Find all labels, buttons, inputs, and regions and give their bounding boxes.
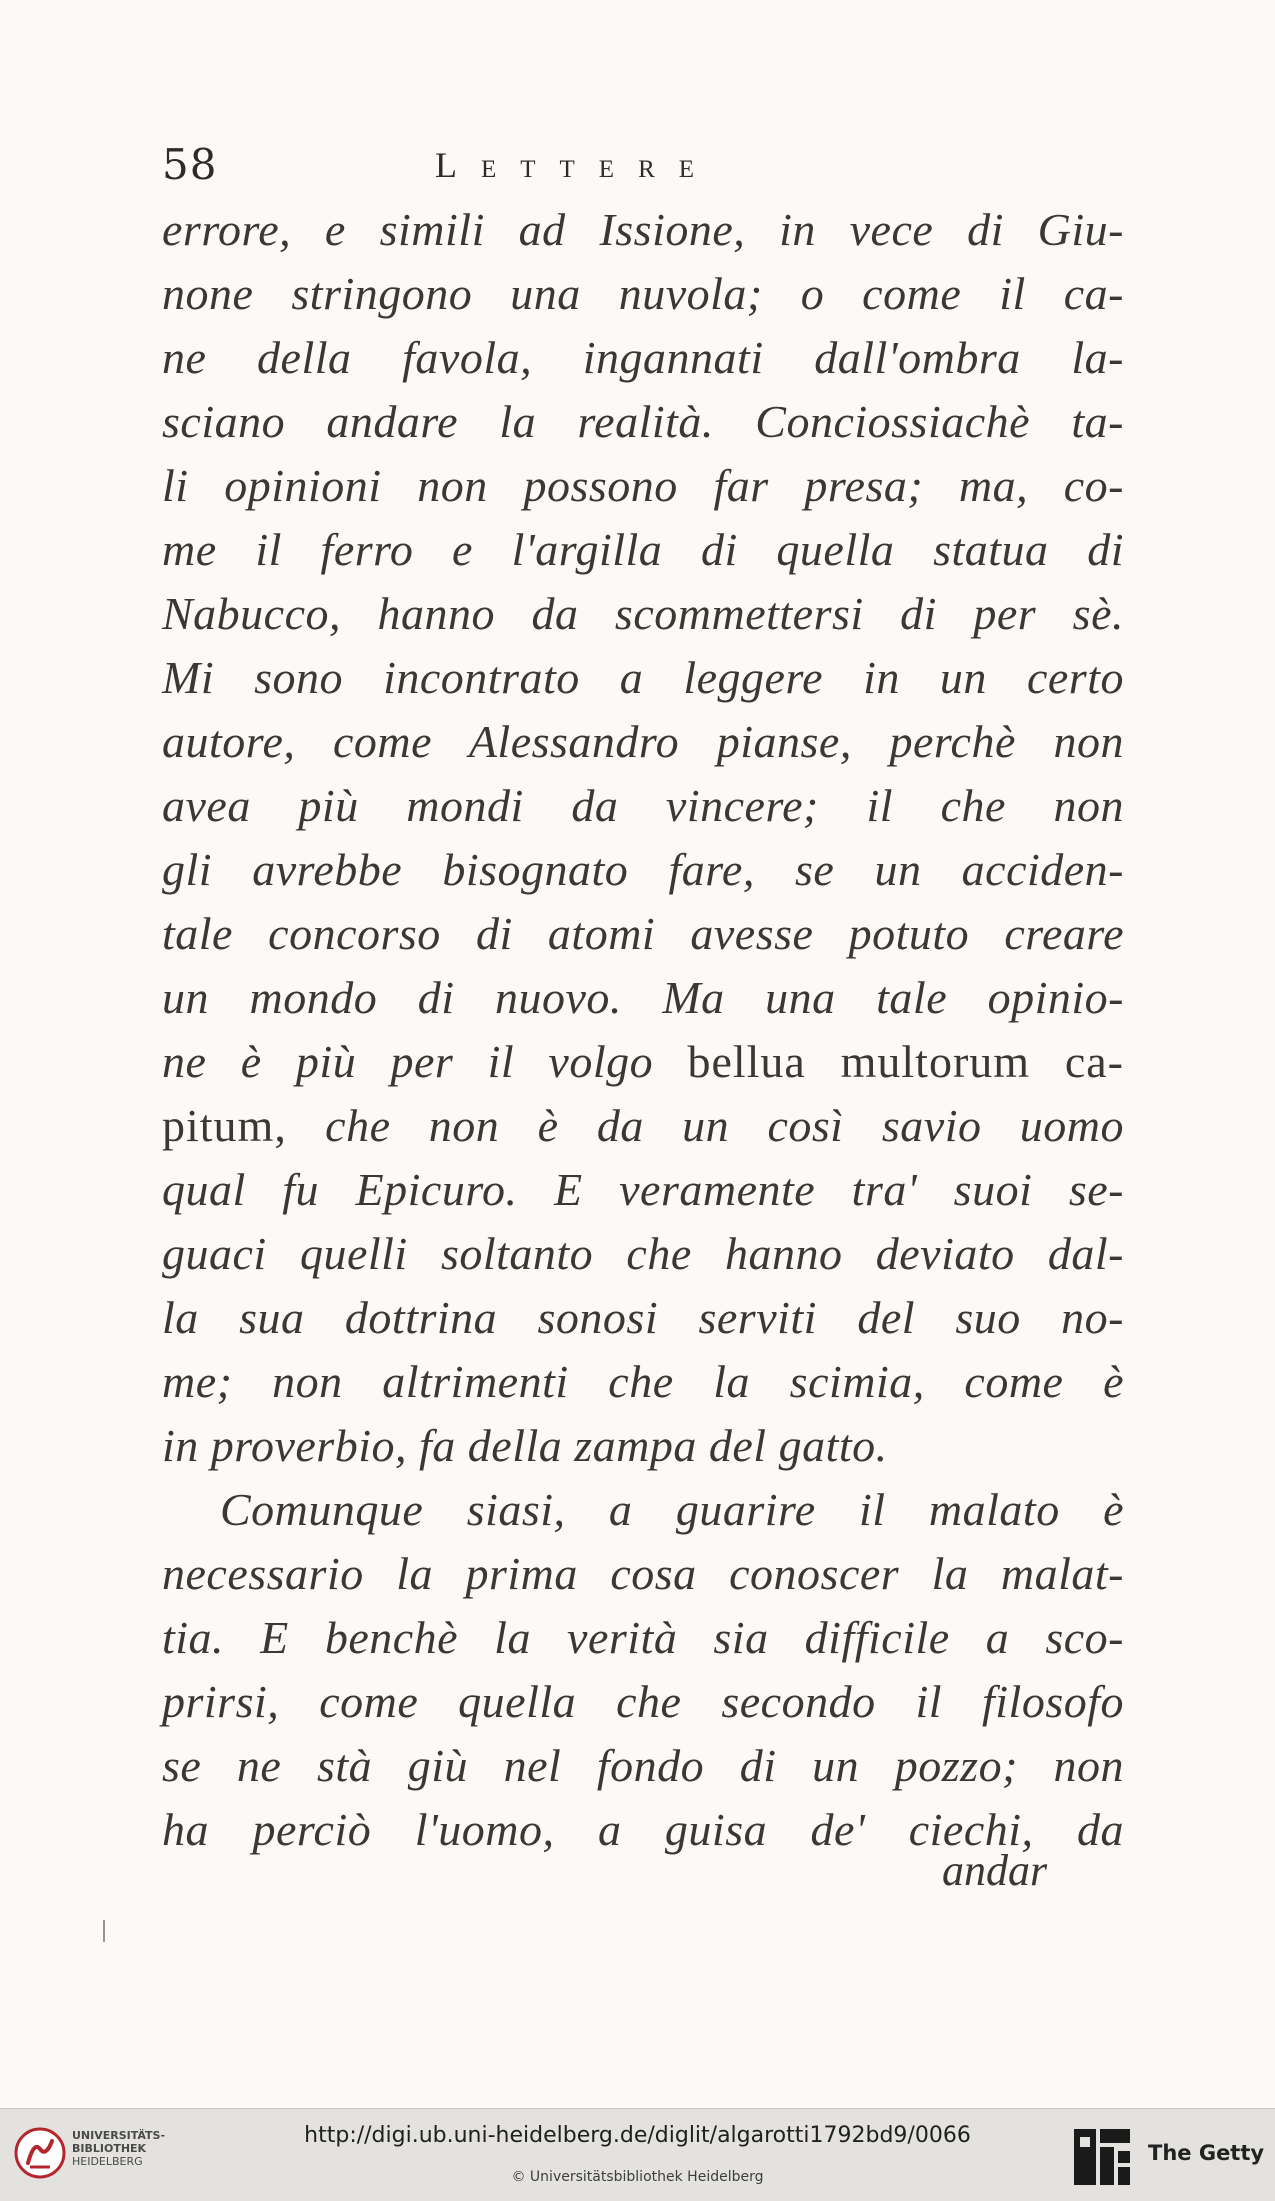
text-line: none stringono una nuvola; o come il ca- xyxy=(162,268,1124,319)
copyright-notice: © Universitätsbibliothek Heidelberg xyxy=(511,2169,764,2185)
text-line: guaci quelli soltanto che hanno deviato dal- xyxy=(162,1228,1124,1279)
viewer-footer xyxy=(0,2108,1275,2201)
catchword: andar xyxy=(942,1846,1048,1895)
text-span: che non è da un così savio uomo xyxy=(325,1100,1124,1151)
library-name-line: UNIVERSITÄTS- xyxy=(72,2129,166,2142)
running-head xyxy=(160,140,1120,200)
text-line: tia. E benchè la verità sia difficile a sco- xyxy=(162,1612,1124,1663)
library-name-line: BIBLIOTHEK xyxy=(72,2142,147,2155)
text-line: Mi sono incontrato a leggere in un certo xyxy=(162,652,1124,703)
text-line: sciano andare la realità. Conciossiachè ta- xyxy=(162,396,1124,447)
text-line: se ne stà giù nel fondo di un pozzo; non xyxy=(162,1740,1124,1791)
text-line: prirsi, come quella che secondo il filosofo xyxy=(162,1676,1124,1727)
text-line: qual fu Epicuro. E veramente tra' suoi se- xyxy=(162,1164,1124,1215)
text-line: me il ferro e l'argilla di quella statua di xyxy=(162,524,1124,575)
latin-phrase: bellua multorum ca- xyxy=(687,1036,1124,1087)
text-line: la sua dottrina sonosi serviti del suo no- xyxy=(162,1292,1124,1343)
text-line: tale concorso di atomi avesse potuto creare xyxy=(162,908,1124,959)
text-line: Nabucco, hanno da scommettersi di per sè. xyxy=(162,588,1124,639)
running-title: Lettere xyxy=(435,145,719,185)
text-line: necessario la prima cosa conoscer la malat- xyxy=(162,1548,1124,1599)
sponsor-name: The Getty xyxy=(1148,2141,1265,2165)
permalink-url[interactable]: http://digi.ub.uni-heidelberg.de/diglit/algarotti1792bd9/0066 xyxy=(304,2123,971,2148)
text-line: ne della favola, ingannati dall'ombra la- xyxy=(162,332,1124,383)
text-line xyxy=(162,1094,1124,1158)
text-line: gli avrebbe bisognato fare, se un acciden- xyxy=(162,844,1124,895)
library-name-line: HEIDELBERG xyxy=(72,2155,143,2168)
text-line: avea più mondi da vincere; il che non xyxy=(162,780,1124,831)
text-line: ha perciò l'uomo, a guisa de' ciechi, da xyxy=(162,1804,1124,1855)
getty-logo-icon[interactable] xyxy=(1072,2127,1132,2187)
text-line: autore, come Alessandro pianse, perchè non xyxy=(162,716,1124,767)
text-line: in proverbio, fa della zampa del gatto. xyxy=(162,1420,888,1471)
text-line: Comunque siasi, a guarire il malato è xyxy=(220,1484,1124,1535)
text-line: un mondo di nuovo. Ma una tale opinio- xyxy=(162,972,1124,1023)
body-text xyxy=(162,198,1124,1862)
text-line: errore, e simili ad Issione, in vece di Giu- xyxy=(162,204,1124,255)
text-line xyxy=(162,1030,1124,1094)
text-span: ne è più per il volgo xyxy=(162,1036,654,1087)
text-line: me; non altrimenti che la scimia, come è xyxy=(162,1356,1124,1407)
margin-mark xyxy=(103,1920,105,1942)
page-number: 58 xyxy=(162,140,218,189)
latin-phrase: pitum, xyxy=(162,1100,287,1151)
text-line: li opinioni non possono far presa; ma, co- xyxy=(162,460,1124,511)
